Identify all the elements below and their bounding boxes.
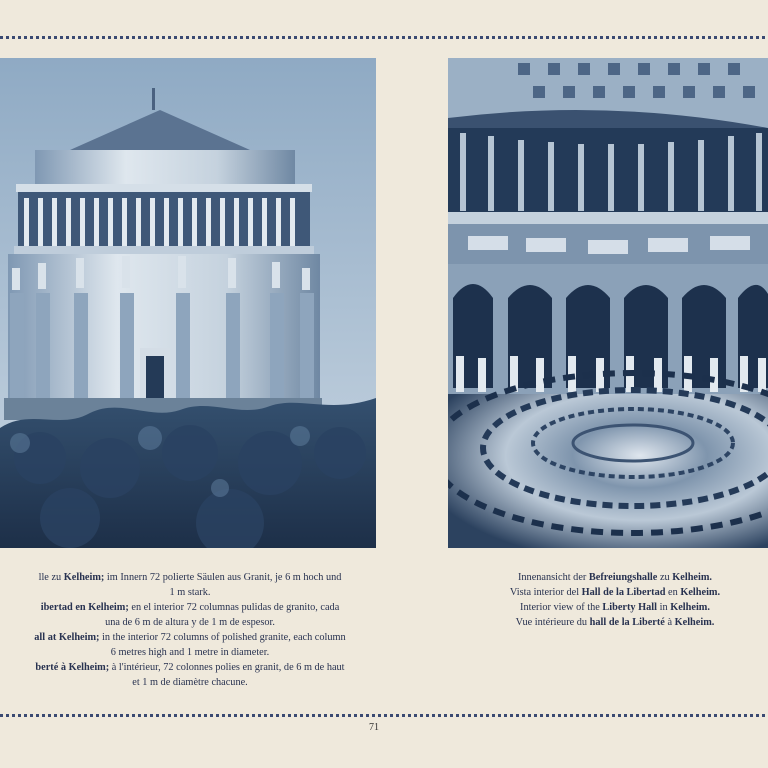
interior-caption [470,570,760,630]
caption-text: à [664,617,675,628]
caption-bold: Hall de la Libertad [581,587,666,598]
caption-bold: Kelheim; [63,572,105,583]
caption-text: en [665,587,681,598]
caption-line-en [0,630,420,645]
caption-line-es-cont [0,615,420,630]
caption-text: et 1 m de diamètre chacune. [132,677,248,688]
page-number: 71 [369,722,379,733]
bottom-dotted-rule [0,714,768,717]
exterior-caption [0,570,420,690]
caption-text: Innenansicht der [517,572,589,583]
interior-photo [448,58,768,548]
caption-bold: Kelheim. [672,572,712,583]
caption-line-fr [0,660,420,675]
caption-bold: Befreiungshalle [588,572,658,583]
caption-text: à l'intérieur, 72 colonnes polies en granit, de 6 m de haut [109,662,345,673]
caption-text: zu [657,572,673,583]
caption-line-en-cont [0,645,420,660]
caption-line-de [470,570,760,585]
caption-bold: Liberty Hall [602,602,658,613]
caption-text: lle zu [38,572,64,583]
caption-line-es [470,585,760,600]
caption-text: in the interior 72 columns of polished granite, each column [99,632,346,643]
caption-line-es [0,600,420,615]
caption-text: una de 6 m de altura y de 1 m de espesor. [105,617,275,628]
caption-line-de-cont [0,585,420,600]
caption-bold: hall de la Liberté [589,617,665,628]
caption-line-de [0,570,420,585]
caption-text: 6 metres high and 1 metre in diameter. [110,647,270,658]
caption-bold: ibertad en Kelheim; [40,602,129,613]
caption-bold: all at Kelheim; [34,632,100,643]
caption-line-en [470,600,760,615]
exterior-photo-illustration [0,58,376,548]
interior-photo-illustration [448,58,768,548]
caption-text: Vue intérieure du [515,617,590,628]
caption-line-fr [470,615,760,630]
caption-text: Vista interior del [509,587,582,598]
caption-text: in [657,602,671,613]
caption-line-fr-cont [0,675,420,690]
caption-bold: Kelheim. [674,617,715,628]
caption-text: Interior view of the [520,602,603,613]
caption-bold: Kelheim. [670,602,710,613]
caption-text: 1 m stark. [169,587,211,598]
exterior-photo [0,58,376,548]
caption-text: en el interior 72 columnas pulidas de granito, cada [128,602,340,613]
caption-bold: berté à Kelheim; [35,662,110,673]
top-dotted-rule [0,36,768,39]
caption-text: im Innern 72 polierte Säulen aus Granit, je 6 m hoch und [104,572,342,583]
caption-bold: Kelheim. [680,587,721,598]
